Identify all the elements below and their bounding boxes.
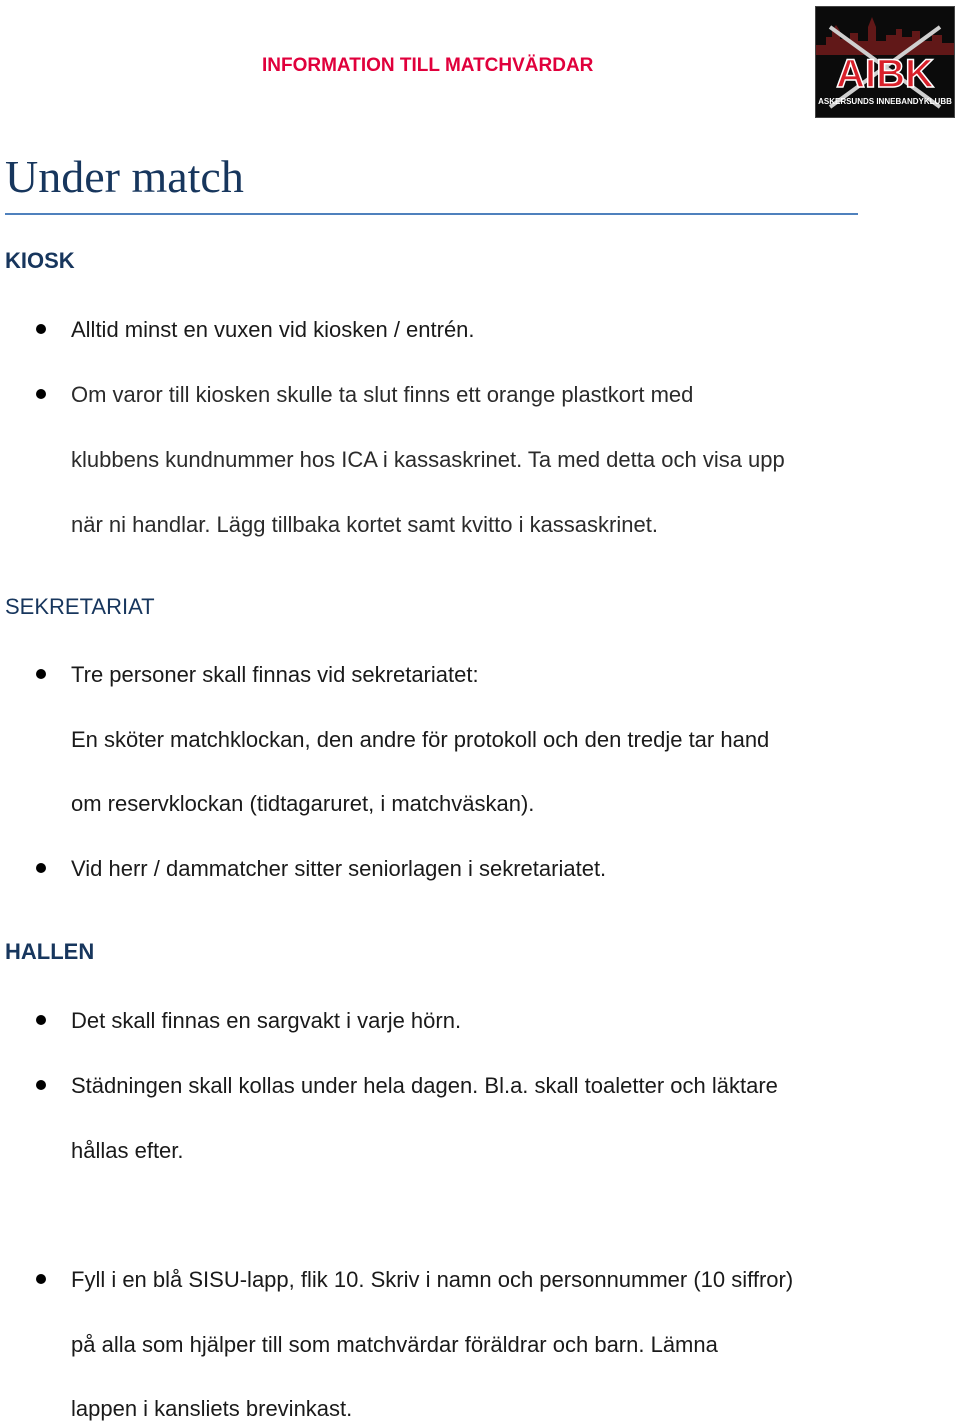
bullet-icon <box>36 1274 46 1284</box>
hallen-line-5: på alla som hjälper till som matchvärdar föräldrar och barn. Lämna <box>71 1332 718 1357</box>
section-heading-kiosk: KIOSK <box>5 248 75 273</box>
logo-lettering: AIBK <box>836 52 934 96</box>
bullet-icon <box>36 863 46 873</box>
hallen-line-2: Städningen skall kollas under hela dagen. Bl.a. skall toaletter och läktare <box>71 1073 778 1098</box>
hallen-line-4: Fyll i en blå SISU-lapp, flik 10. Skriv i namn och personnummer (10 siffror) <box>71 1267 794 1292</box>
logo-subtext: ASKERSUNDS INNEBANDYKLUBB <box>818 97 952 106</box>
kiosk-line-3: klubbens kundnummer hos ICA i kassaskrinet. Ta med detta och visa upp <box>71 447 785 472</box>
hallen-line-1: Det skall finnas en sargvakt i varje hörn. <box>71 1008 462 1033</box>
section-heading-sekretariat: SEKRETARIAT <box>5 594 155 619</box>
kiosk-line-4: när ni handlar. Lägg tillbaka kortet samt kvitto i kassaskrinet. <box>71 512 658 537</box>
club-logo <box>815 6 955 118</box>
sekretariat-line-2: En sköter matchklockan, den andre för protokoll och den tredje tar hand <box>71 727 770 752</box>
sekretariat-line-3: om reservklockan (tidtagaruret, i matchväskan). <box>71 791 535 816</box>
hallen-line-3: hållas efter. <box>71 1138 184 1163</box>
section-heading-hallen: HALLEN <box>5 939 95 964</box>
bullet-icon <box>36 324 46 334</box>
sekretariat-line-4: Vid herr / dammatcher sitter seniorlagen i sekretariatet. <box>71 856 607 881</box>
document-header-title: INFORMATION TILL MATCHVÄRDAR <box>262 55 594 76</box>
bullet-icon <box>36 1080 46 1090</box>
kiosk-line-1: Alltid minst en vuxen vid kiosken / entrén. <box>71 317 475 342</box>
sekretariat-line-1: Tre personer skall finnas vid sekretariatet: <box>71 662 479 687</box>
title-underline <box>5 213 858 215</box>
hallen-line-6: lappen i kansliets brevinkast. <box>71 1396 353 1421</box>
bullet-icon <box>36 389 46 399</box>
bullet-icon <box>36 1015 46 1025</box>
kiosk-line-2: Om varor till kiosken skulle ta slut finns ett orange plastkort med <box>71 382 694 407</box>
page-title: Under match <box>5 151 244 202</box>
bullet-icon <box>36 669 46 679</box>
